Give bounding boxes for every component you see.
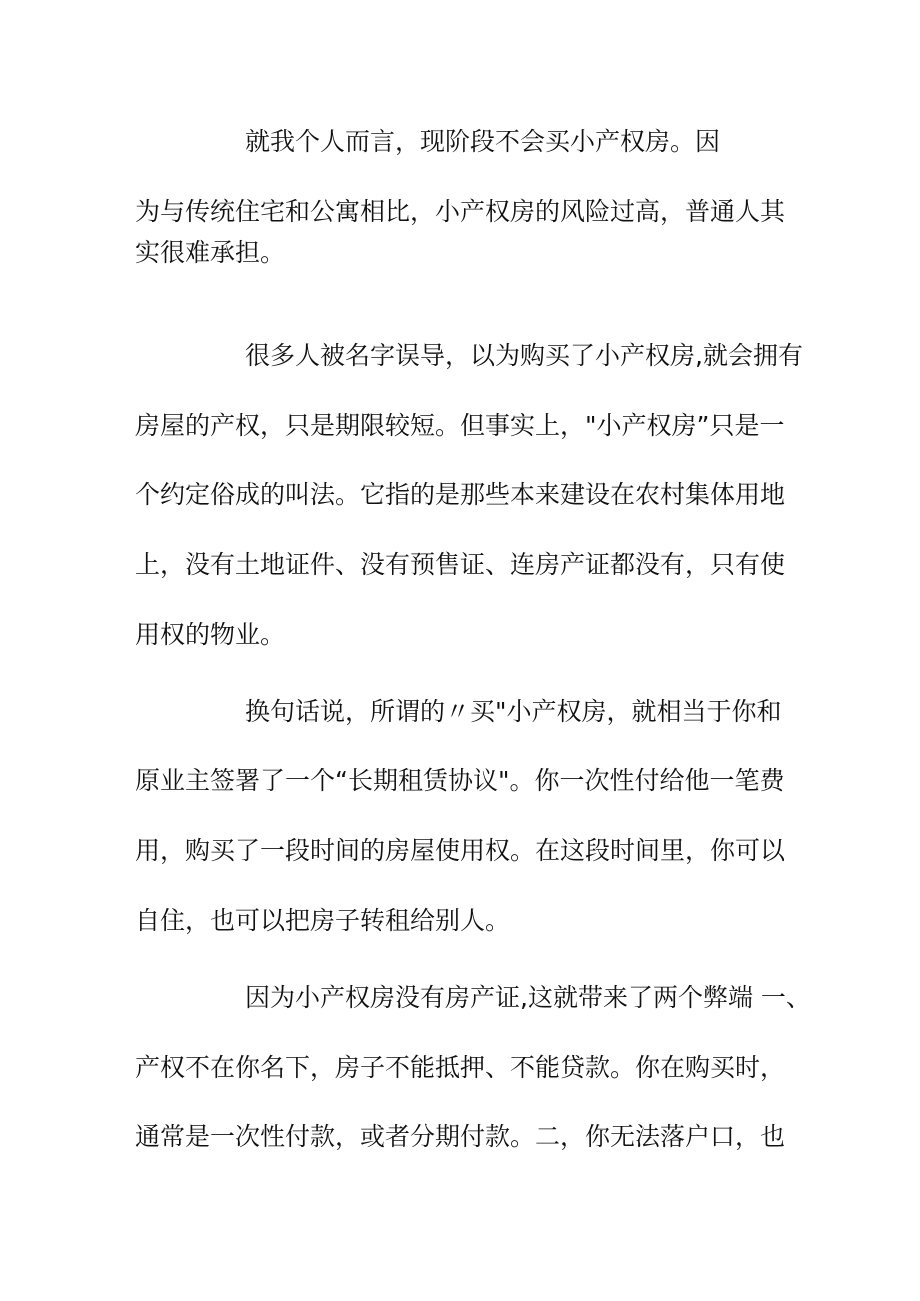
- paragraph-2-line-4: 上，没有土地证件、没有预售证、连房产证都没有，只有使: [135, 550, 786, 579]
- paragraph-2-line-2: 房屋的产权，只是期限较短。但事实上，"小产权房”只是一: [135, 411, 785, 440]
- paragraph-1-line-2: 为与传统住宅和公寓相比，小产权房的风险过高，普通人其: [135, 197, 786, 226]
- paragraph-3-line-2: 原业主签署了一个“长期租赁协议"。你一次性付给他一笔费: [135, 766, 785, 795]
- paragraph-2-line-1: 很多人被名字误导，以为购买了小产权房,就会拥有: [245, 341, 803, 370]
- paragraph-2-line-3: 个约定俗成的叫法。它指的是那些本来建设在农村集体用地: [135, 480, 786, 509]
- paragraph-4-line-1: 因为小产权房没有房产证,这就带来了两个弊端 一、: [245, 983, 811, 1012]
- paragraph-3-line-4: 自住，也可以把房子转租给别人。: [135, 906, 511, 935]
- paragraph-4-line-3: 通常是一次性付款，或者分期付款。二，你无法落户口，也: [135, 1122, 786, 1151]
- paragraph-2-line-5: 用权的物业。: [135, 620, 286, 649]
- paragraph-3-line-1: 换句话说，所谓的〃买"小产权房，就相当于你和: [245, 697, 782, 726]
- paragraph-1-line-1: 就我个人而言，现阶段不会买小产权房。因: [245, 127, 721, 156]
- paragraph-3-line-3: 用，购买了一段时间的房屋使用权。在这段时间里，你可以: [135, 836, 786, 865]
- paragraph-4-line-2: 产权不在你名下，房子不能抵押、不能贷款。你在购买时，: [135, 1053, 786, 1082]
- paragraph-1-line-3: 实很难承担。: [135, 238, 286, 267]
